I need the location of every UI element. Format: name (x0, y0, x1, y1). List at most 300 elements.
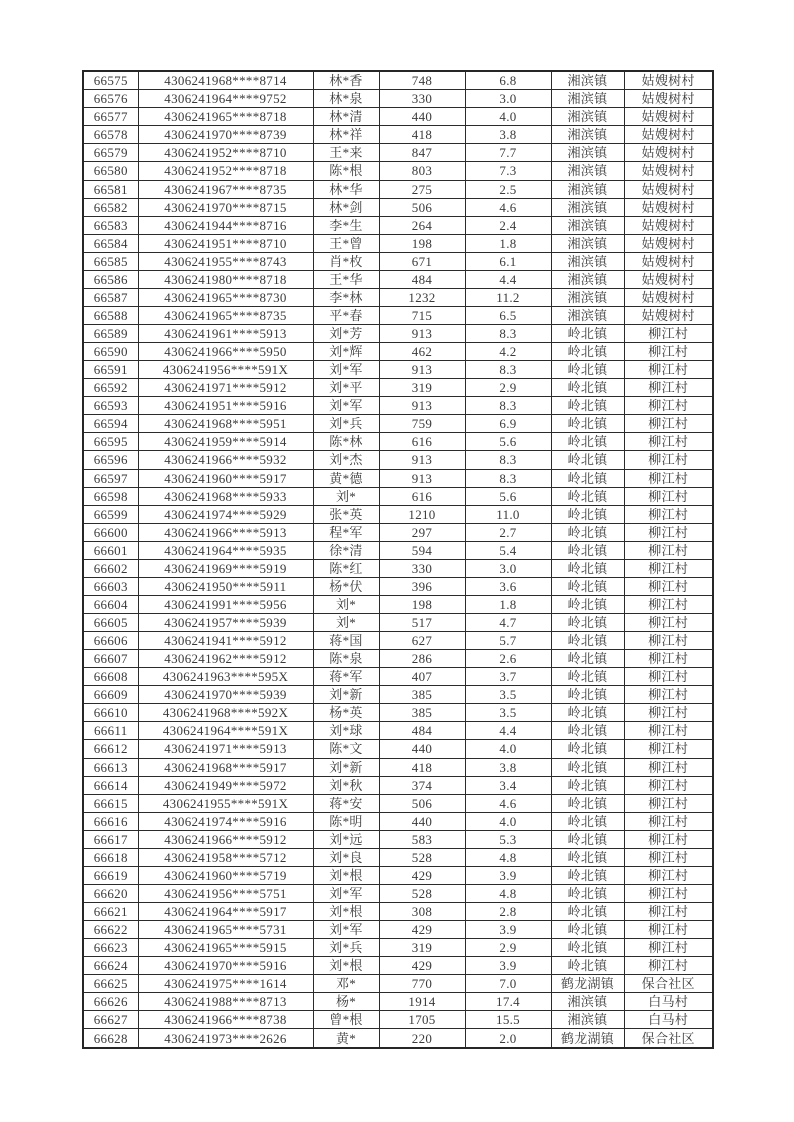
table-row (83, 306, 713, 324)
table-row (83, 469, 713, 487)
table-row (83, 1029, 713, 1048)
cell-name-masked: 刘*根 (313, 957, 379, 975)
cell-rate: 4.0 (465, 108, 551, 126)
cell-town: 岭北镇 (551, 343, 624, 361)
cell-name-masked: 刘*军 (313, 397, 379, 415)
cell-rate: 2.7 (465, 523, 551, 541)
cell-town: 岭北镇 (551, 758, 624, 776)
cell-village: 柳江村 (624, 884, 713, 902)
table-row (83, 921, 713, 939)
cell-serial: 66606 (83, 632, 138, 650)
cell-id-masked: 4306241991****5956 (138, 595, 313, 613)
cell-name-masked: 林*剑 (313, 198, 379, 216)
cell-village: 姑嫂树村 (624, 71, 713, 90)
cell-amount: 913 (379, 325, 465, 343)
cell-village: 柳江村 (624, 866, 713, 884)
cell-name-masked: 林*祥 (313, 126, 379, 144)
cell-id-masked: 4306241974****5929 (138, 505, 313, 523)
cell-town: 岭北镇 (551, 614, 624, 632)
cell-amount: 198 (379, 595, 465, 613)
cell-town: 岭北镇 (551, 668, 624, 686)
cell-amount: 517 (379, 614, 465, 632)
cell-town: 岭北镇 (551, 541, 624, 559)
cell-serial: 66604 (83, 595, 138, 613)
cell-id-masked: 4306241964****9752 (138, 90, 313, 108)
table-row (83, 397, 713, 415)
cell-serial: 66621 (83, 903, 138, 921)
cell-village: 柳江村 (624, 415, 713, 433)
cell-amount: 627 (379, 632, 465, 650)
cell-amount: 396 (379, 577, 465, 595)
cell-rate: 3.9 (465, 957, 551, 975)
cell-town: 岭北镇 (551, 433, 624, 451)
cell-serial: 66600 (83, 523, 138, 541)
cell-serial: 66619 (83, 866, 138, 884)
cell-name-masked: 徐*清 (313, 541, 379, 559)
cell-amount: 528 (379, 884, 465, 902)
cell-town: 湘滨镇 (551, 993, 624, 1011)
cell-amount: 429 (379, 866, 465, 884)
cell-village: 白马村 (624, 993, 713, 1011)
cell-id-masked: 4306241971****5913 (138, 740, 313, 758)
cell-rate: 8.3 (465, 451, 551, 469)
cell-id-masked: 4306241970****5939 (138, 686, 313, 704)
table-row (83, 433, 713, 451)
table-row (83, 162, 713, 180)
cell-town: 湘滨镇 (551, 270, 624, 288)
cell-rate: 2.5 (465, 180, 551, 198)
cell-amount: 418 (379, 126, 465, 144)
cell-town: 岭北镇 (551, 740, 624, 758)
cell-id-masked: 4306241960****5917 (138, 469, 313, 487)
cell-serial: 66592 (83, 379, 138, 397)
cell-town: 岭北镇 (551, 921, 624, 939)
cell-id-masked: 4306241951****5916 (138, 397, 313, 415)
table-row (83, 776, 713, 794)
cell-village: 柳江村 (624, 397, 713, 415)
cell-village: 保合社区 (624, 975, 713, 993)
cell-id-masked: 4306241968****5951 (138, 415, 313, 433)
cell-name-masked: 蒋*国 (313, 632, 379, 650)
cell-name-masked: 曾*根 (313, 1011, 379, 1029)
cell-name-masked: 刘* (313, 595, 379, 613)
cell-amount: 1232 (379, 288, 465, 306)
cell-amount: 1210 (379, 505, 465, 523)
cell-name-masked: 林*香 (313, 71, 379, 90)
cell-village: 柳江村 (624, 794, 713, 812)
cell-town: 湘滨镇 (551, 180, 624, 198)
cell-serial: 66582 (83, 198, 138, 216)
cell-id-masked: 4306241941****5912 (138, 632, 313, 650)
cell-amount: 418 (379, 758, 465, 776)
cell-amount: 913 (379, 397, 465, 415)
cell-rate: 4.8 (465, 848, 551, 866)
cell-name-masked: 陈*文 (313, 740, 379, 758)
cell-id-masked: 4306241956****5751 (138, 884, 313, 902)
cell-name-masked: 张*英 (313, 505, 379, 523)
table-row (83, 668, 713, 686)
cell-serial: 66616 (83, 812, 138, 830)
cell-name-masked: 林*泉 (313, 90, 379, 108)
cell-name-masked: 刘*军 (313, 921, 379, 939)
cell-town: 岭北镇 (551, 686, 624, 704)
cell-rate: 6.1 (465, 252, 551, 270)
cell-amount: 286 (379, 650, 465, 668)
cell-village: 柳江村 (624, 577, 713, 595)
cell-rate: 4.6 (465, 794, 551, 812)
cell-rate: 3.8 (465, 126, 551, 144)
table-row (83, 758, 713, 776)
table-row (83, 325, 713, 343)
cell-rate: 4.6 (465, 198, 551, 216)
cell-town: 湘滨镇 (551, 162, 624, 180)
cell-town: 湘滨镇 (551, 252, 624, 270)
cell-town: 岭北镇 (551, 469, 624, 487)
cell-serial: 66612 (83, 740, 138, 758)
cell-serial: 66575 (83, 71, 138, 90)
cell-town: 鹤龙湖镇 (551, 1029, 624, 1048)
cell-name-masked: 刘*平 (313, 379, 379, 397)
cell-rate: 1.8 (465, 595, 551, 613)
cell-id-masked: 4306241971****5912 (138, 379, 313, 397)
cell-village: 柳江村 (624, 758, 713, 776)
cell-rate: 3.4 (465, 776, 551, 794)
cell-name-masked: 李*生 (313, 216, 379, 234)
cell-id-masked: 4306241965****8718 (138, 108, 313, 126)
cell-id-masked: 4306241944****8716 (138, 216, 313, 234)
table-row (83, 559, 713, 577)
cell-amount: 1705 (379, 1011, 465, 1029)
cell-serial: 66628 (83, 1029, 138, 1048)
cell-amount: 484 (379, 722, 465, 740)
cell-town: 湘滨镇 (551, 234, 624, 252)
cell-village: 柳江村 (624, 939, 713, 957)
cell-amount: 297 (379, 523, 465, 541)
cell-amount: 913 (379, 469, 465, 487)
cell-amount: 770 (379, 975, 465, 993)
cell-town: 岭北镇 (551, 830, 624, 848)
cell-id-masked: 4306241980****8718 (138, 270, 313, 288)
cell-village: 柳江村 (624, 830, 713, 848)
table-row (83, 361, 713, 379)
table-row (83, 379, 713, 397)
cell-rate: 4.8 (465, 884, 551, 902)
table-row (83, 487, 713, 505)
cell-amount: 913 (379, 451, 465, 469)
cell-name-masked: 刘*军 (313, 884, 379, 902)
cell-town: 岭北镇 (551, 866, 624, 884)
cell-amount: 440 (379, 812, 465, 830)
cell-name-masked: 程*军 (313, 523, 379, 541)
cell-town: 岭北镇 (551, 361, 624, 379)
cell-id-masked: 4306241966****5913 (138, 523, 313, 541)
cell-serial: 66591 (83, 361, 138, 379)
cell-id-masked: 4306241949****5972 (138, 776, 313, 794)
cell-town: 岭北镇 (551, 397, 624, 415)
table-row (83, 1011, 713, 1029)
cell-name-masked: 陈*明 (313, 812, 379, 830)
cell-amount: 506 (379, 794, 465, 812)
cell-name-masked: 平*春 (313, 306, 379, 324)
cell-rate: 5.4 (465, 541, 551, 559)
cell-town: 岭北镇 (551, 903, 624, 921)
cell-id-masked: 4306241959****5914 (138, 433, 313, 451)
cell-town: 岭北镇 (551, 505, 624, 523)
cell-serial: 66584 (83, 234, 138, 252)
cell-id-masked: 4306241966****8738 (138, 1011, 313, 1029)
cell-serial: 66613 (83, 758, 138, 776)
cell-name-masked: 刘*远 (313, 830, 379, 848)
cell-town: 湘滨镇 (551, 108, 624, 126)
table-row (83, 541, 713, 559)
cell-town: 岭北镇 (551, 595, 624, 613)
cell-name-masked: 陈*红 (313, 559, 379, 577)
cell-serial: 66626 (83, 993, 138, 1011)
cell-rate: 17.4 (465, 993, 551, 1011)
cell-id-masked: 4306241988****8713 (138, 993, 313, 1011)
cell-rate: 2.0 (465, 1029, 551, 1048)
cell-serial: 66595 (83, 433, 138, 451)
table-row (83, 848, 713, 866)
cell-serial: 66580 (83, 162, 138, 180)
cell-rate: 8.3 (465, 325, 551, 343)
cell-id-masked: 4306241970****8739 (138, 126, 313, 144)
cell-town: 湘滨镇 (551, 126, 624, 144)
cell-town: 湘滨镇 (551, 198, 624, 216)
cell-amount: 594 (379, 541, 465, 559)
cell-serial: 66599 (83, 505, 138, 523)
cell-rate: 2.6 (465, 650, 551, 668)
cell-serial: 66597 (83, 469, 138, 487)
cell-amount: 429 (379, 957, 465, 975)
table-row (83, 830, 713, 848)
cell-village: 柳江村 (624, 559, 713, 577)
cell-town: 鹤龙湖镇 (551, 975, 624, 993)
cell-amount: 275 (379, 180, 465, 198)
cell-town: 岭北镇 (551, 794, 624, 812)
cell-serial: 66594 (83, 415, 138, 433)
cell-name-masked: 杨*伏 (313, 577, 379, 595)
cell-rate: 7.7 (465, 144, 551, 162)
cell-village: 柳江村 (624, 776, 713, 794)
cell-name-masked: 林*华 (313, 180, 379, 198)
cell-name-masked: 刘*秋 (313, 776, 379, 794)
cell-serial: 66622 (83, 921, 138, 939)
cell-village: 柳江村 (624, 433, 713, 451)
cell-name-masked: 刘*新 (313, 758, 379, 776)
cell-name-masked: 刘*芳 (313, 325, 379, 343)
cell-town: 岭北镇 (551, 939, 624, 957)
table-row (83, 71, 713, 90)
cell-serial: 66609 (83, 686, 138, 704)
cell-id-masked: 4306241968****5933 (138, 487, 313, 505)
cell-id-masked: 4306241969****5919 (138, 559, 313, 577)
cell-name-masked: 陈*林 (313, 433, 379, 451)
cell-village: 姑嫂树村 (624, 306, 713, 324)
table-row (83, 993, 713, 1011)
table-row (83, 686, 713, 704)
cell-town: 岭北镇 (551, 650, 624, 668)
table-body (83, 71, 713, 1048)
table-row (83, 216, 713, 234)
cell-rate: 11.0 (465, 505, 551, 523)
cell-name-masked: 刘* (313, 487, 379, 505)
cell-amount: 748 (379, 71, 465, 90)
cell-name-masked: 蒋*军 (313, 668, 379, 686)
cell-id-masked: 4306241951****8710 (138, 234, 313, 252)
cell-serial: 66598 (83, 487, 138, 505)
table-row (83, 577, 713, 595)
cell-village: 白马村 (624, 1011, 713, 1029)
cell-name-masked: 林*清 (313, 108, 379, 126)
cell-name-masked: 杨* (313, 993, 379, 1011)
cell-town: 岭北镇 (551, 704, 624, 722)
table-row (83, 650, 713, 668)
cell-serial: 66618 (83, 848, 138, 866)
cell-village: 姑嫂树村 (624, 216, 713, 234)
cell-town: 岭北镇 (551, 884, 624, 902)
cell-town: 岭北镇 (551, 415, 624, 433)
cell-village: 柳江村 (624, 722, 713, 740)
cell-rate: 3.0 (465, 90, 551, 108)
cell-id-masked: 4306241964****591X (138, 722, 313, 740)
cell-id-masked: 4306241966****5912 (138, 830, 313, 848)
table-row (83, 234, 713, 252)
cell-town: 岭北镇 (551, 848, 624, 866)
cell-village: 保合社区 (624, 1029, 713, 1048)
cell-id-masked: 4306241965****5915 (138, 939, 313, 957)
cell-village: 柳江村 (624, 541, 713, 559)
cell-serial: 66608 (83, 668, 138, 686)
cell-name-masked: 刘*良 (313, 848, 379, 866)
records-table (82, 70, 714, 1049)
cell-village: 柳江村 (624, 812, 713, 830)
cell-rate: 11.2 (465, 288, 551, 306)
table-row (83, 343, 713, 361)
cell-id-masked: 4306241952****8718 (138, 162, 313, 180)
table-row (83, 614, 713, 632)
cell-rate: 6.9 (465, 415, 551, 433)
cell-name-masked: 王*来 (313, 144, 379, 162)
cell-id-masked: 4306241950****5911 (138, 577, 313, 595)
cell-amount: 407 (379, 668, 465, 686)
table-row (83, 632, 713, 650)
cell-name-masked: 刘* (313, 614, 379, 632)
cell-town: 岭北镇 (551, 559, 624, 577)
table-row (83, 595, 713, 613)
cell-amount: 616 (379, 433, 465, 451)
cell-village: 柳江村 (624, 686, 713, 704)
cell-town: 岭北镇 (551, 957, 624, 975)
cell-town: 岭北镇 (551, 722, 624, 740)
cell-town: 岭北镇 (551, 523, 624, 541)
cell-amount: 506 (379, 198, 465, 216)
cell-serial: 66611 (83, 722, 138, 740)
cell-id-masked: 4306241975****1614 (138, 975, 313, 993)
cell-rate: 5.3 (465, 830, 551, 848)
cell-serial: 66585 (83, 252, 138, 270)
cell-rate: 3.9 (465, 866, 551, 884)
cell-village: 柳江村 (624, 523, 713, 541)
cell-id-masked: 4306241968****8714 (138, 71, 313, 90)
cell-amount: 385 (379, 704, 465, 722)
cell-rate: 15.5 (465, 1011, 551, 1029)
table-row (83, 252, 713, 270)
cell-id-masked: 4306241968****592X (138, 704, 313, 722)
cell-rate: 5.6 (465, 433, 551, 451)
cell-serial: 66605 (83, 614, 138, 632)
table-row (83, 903, 713, 921)
cell-rate: 5.7 (465, 632, 551, 650)
cell-amount: 374 (379, 776, 465, 794)
cell-name-masked: 杨*英 (313, 704, 379, 722)
table-row (83, 126, 713, 144)
cell-id-masked: 4306241955****8743 (138, 252, 313, 270)
cell-serial: 66593 (83, 397, 138, 415)
cell-serial: 66602 (83, 559, 138, 577)
cell-town: 湘滨镇 (551, 71, 624, 90)
cell-rate: 4.2 (465, 343, 551, 361)
cell-name-masked: 刘*球 (313, 722, 379, 740)
cell-amount: 847 (379, 144, 465, 162)
table-row (83, 939, 713, 957)
cell-town: 湘滨镇 (551, 144, 624, 162)
cell-town: 湘滨镇 (551, 90, 624, 108)
cell-village: 柳江村 (624, 650, 713, 668)
cell-serial: 66610 (83, 704, 138, 722)
cell-village: 柳江村 (624, 361, 713, 379)
table-row (83, 866, 713, 884)
cell-serial: 66589 (83, 325, 138, 343)
cell-name-masked: 黄* (313, 1029, 379, 1048)
cell-village: 姑嫂树村 (624, 270, 713, 288)
cell-id-masked: 4306241958****5712 (138, 848, 313, 866)
cell-name-masked: 蒋*安 (313, 794, 379, 812)
cell-id-masked: 4306241962****5912 (138, 650, 313, 668)
cell-amount: 385 (379, 686, 465, 704)
table-row (83, 288, 713, 306)
cell-rate: 1.8 (465, 234, 551, 252)
cell-serial: 66623 (83, 939, 138, 957)
cell-amount: 264 (379, 216, 465, 234)
cell-town: 湘滨镇 (551, 216, 624, 234)
cell-rate: 2.9 (465, 939, 551, 957)
cell-village: 姑嫂树村 (624, 126, 713, 144)
cell-id-masked: 4306241973****2626 (138, 1029, 313, 1048)
cell-serial: 66627 (83, 1011, 138, 1029)
cell-rate: 3.7 (465, 668, 551, 686)
cell-id-masked: 4306241956****591X (138, 361, 313, 379)
cell-amount: 319 (379, 379, 465, 397)
cell-amount: 308 (379, 903, 465, 921)
cell-rate: 4.7 (465, 614, 551, 632)
cell-serial: 66624 (83, 957, 138, 975)
cell-name-masked: 王*曾 (313, 234, 379, 252)
cell-name-masked: 刘*新 (313, 686, 379, 704)
cell-name-masked: 刘*根 (313, 866, 379, 884)
cell-town: 岭北镇 (551, 577, 624, 595)
cell-village: 姑嫂树村 (624, 180, 713, 198)
table-row (83, 523, 713, 541)
cell-serial: 66617 (83, 830, 138, 848)
cell-serial: 66601 (83, 541, 138, 559)
cell-rate: 3.9 (465, 921, 551, 939)
table-row (83, 270, 713, 288)
cell-amount: 198 (379, 234, 465, 252)
table-row (83, 740, 713, 758)
cell-village: 姑嫂树村 (624, 288, 713, 306)
cell-village: 姑嫂树村 (624, 252, 713, 270)
